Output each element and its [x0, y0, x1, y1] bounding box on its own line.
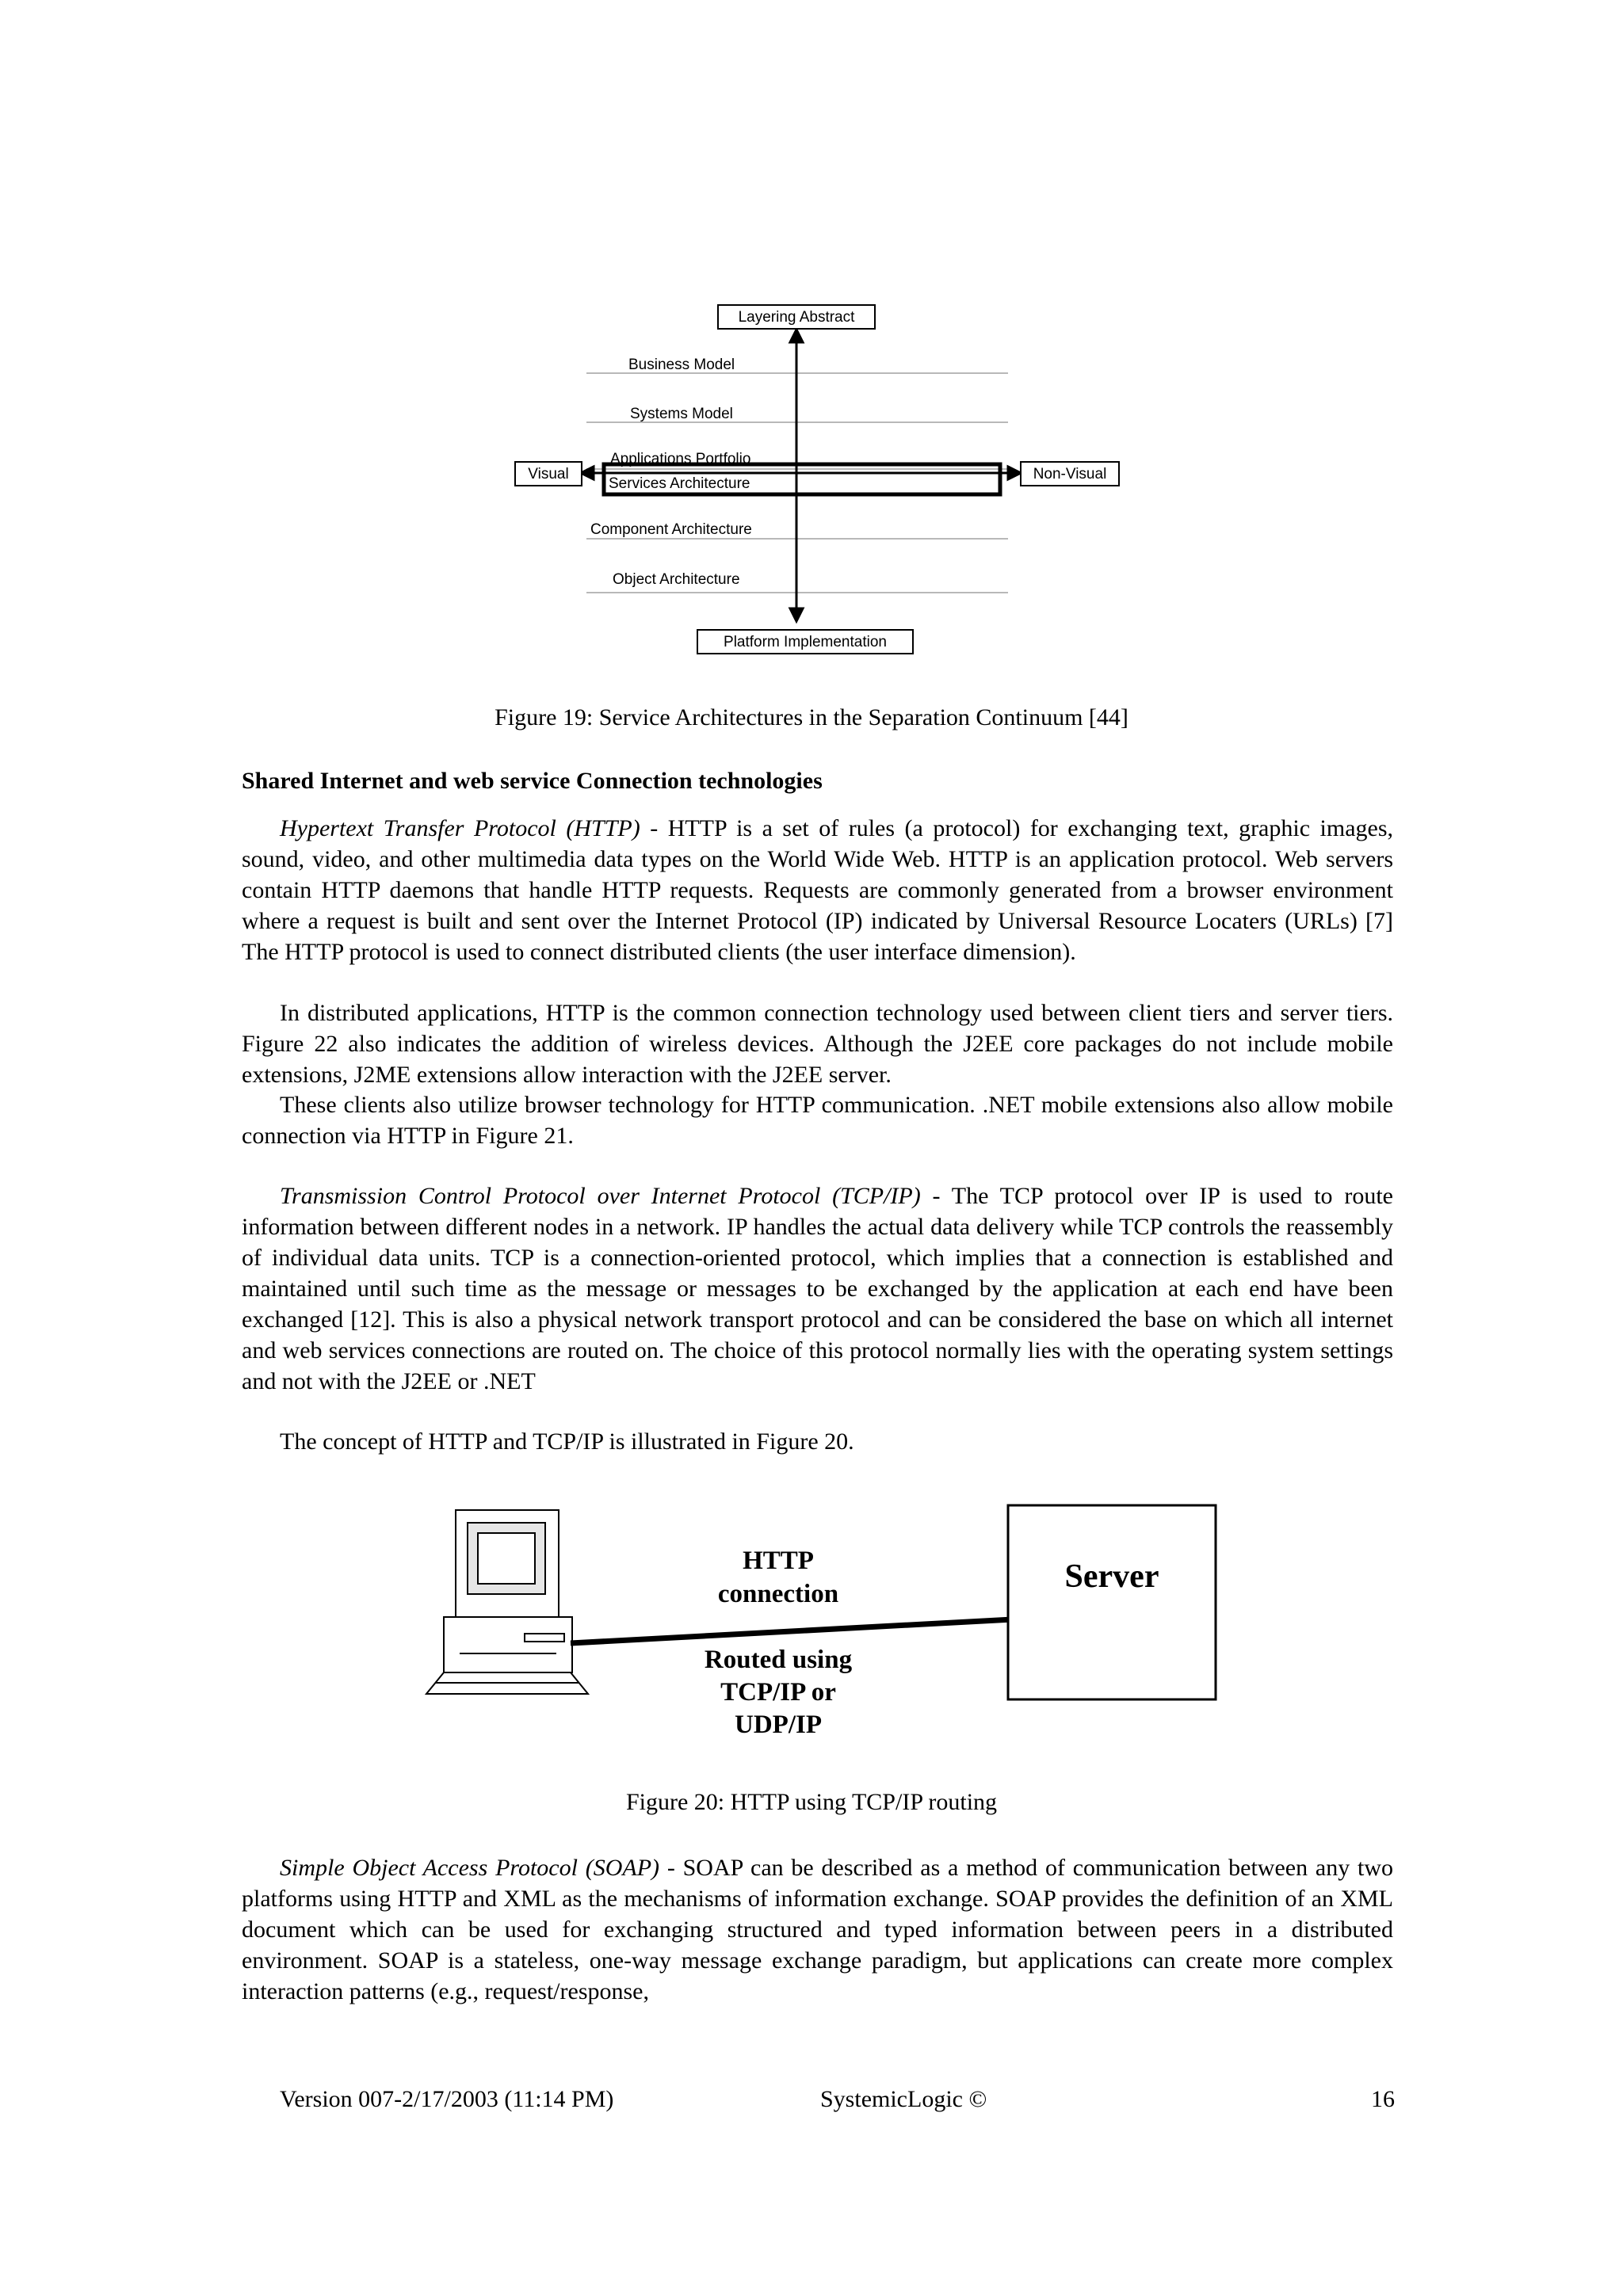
http-connection-line — [571, 1619, 1012, 1643]
http-body: - HTTP is a set of rules (a protocol) for exchanging text, graphic images, sound, video, and other multimedia data types on the World Wide Web. HTTP is an application protocol. Web servers contain HTTP daemons that handle HTTP requests. Requests are commonly generated from a browser environment where a request is built and sent over the Internet Protocol (IP) indicated by Universal Resource Locaters (URLs) [7] The HTTP protocol is used to connect distributed clients (the user interface dimension). — [242, 815, 1393, 965]
client-computer-icon — [426, 1510, 588, 1694]
routing-label: UDP/IP — [735, 1711, 822, 1739]
concept-paragraph: The concept of HTTP and TCP/IP is illustrated in Figure 20. — [280, 1428, 854, 1455]
http-paragraph-3: These clients also utilize browser technology for HTTP communication. .NET mobile extensions also allow mobile connection via HTTP in Figure 21. — [242, 1092, 1393, 1149]
section-heading: Shared Internet and web service Connection technologies — [242, 768, 823, 794]
layer-label: Services Architecture — [609, 475, 750, 492]
figure-20-diagram — [412, 1497, 1236, 1767]
figure-20-caption: Figure 20: HTTP using TCP/IP routing — [625, 1789, 998, 1815]
figure-19-caption: Figure 19: Service Architectures in the Separation Continuum [44] — [495, 704, 1128, 730]
footer-page-number: 16 — [1371, 2086, 1395, 2112]
soap-paragraph — [242, 1852, 1393, 2007]
http-paragraph — [242, 813, 1393, 967]
figure-19-diagram — [507, 293, 1125, 666]
http-term: Hypertext Transfer Protocol (HTTP) — [280, 815, 640, 841]
routing-label: TCP/IP or — [720, 1678, 836, 1707]
soap-term: Simple Object Access Protocol (SOAP) — [280, 1855, 660, 1881]
http-connection-label: connection — [717, 1580, 839, 1608]
layer-label: Applications Portfolio — [610, 451, 751, 467]
footer-company: SystemicLogic © — [820, 2086, 987, 2112]
server-box — [1008, 1505, 1216, 1699]
soap-body: - SOAP can be described as a method of communication between any two platforms using HTTP and XML as the mechanisms of information exchange. SOAP provides the definition of an XML document which can be used for exchanging structured and typed information between peers in a distributed environment. SOAP is a stateless, one-way message exchange paradigm, but applications can create more complex interaction patterns (e.g., request/response, — [242, 1855, 1393, 2004]
layering-abstract-label: Layering Abstract — [738, 309, 855, 326]
footer-version: Version 007-2/17/2003 (11:14 PM) — [280, 2086, 614, 2112]
tcp-body: - The TCP protocol over IP is used to route information between different nodes in a network. IP handles the actual data delivery while TCP controls the reassembly of individual data units. TCP is a connection-oriented protocol, which implies that a connection is established and maintained until such time as the message or messages to be exchanged by the application at each end have been exchanged [12]. This is also a physical network transport protocol and can be considered the base on which all internet and web services connections are routed on. The choice of this protocol normally lies with the operating system settings and not with the J2EE or .NET — [242, 1183, 1393, 1394]
tcp-term: Transmission Control Protocol over Internet Protocol (TCP/IP) — [280, 1183, 921, 1209]
layer-label: Component Architecture — [590, 521, 752, 538]
layer-label: Object Architecture — [613, 571, 740, 588]
http-paragraph-2: In distributed applications, HTTP is the common connection technology used between client tiers and server tiers. Figure 22 also indicates the addition of wireless devices. Although the J2EE core packages do not include mobile extensions, J2ME extensions allow interaction with the J2EE server. — [242, 1000, 1393, 1088]
routing-label: Routed using — [704, 1646, 853, 1674]
server-label: Server — [1064, 1558, 1159, 1595]
visual-label: Visual — [528, 466, 569, 482]
platform-implementation-label: Platform Implementation — [724, 634, 887, 650]
non-visual-label: Non-Visual — [1033, 466, 1107, 482]
tcp-paragraph — [242, 1180, 1393, 1397]
layer-label: Business Model — [628, 357, 735, 373]
layer-label: Systems Model — [630, 406, 733, 422]
http-connection-label: HTTP — [743, 1547, 814, 1575]
